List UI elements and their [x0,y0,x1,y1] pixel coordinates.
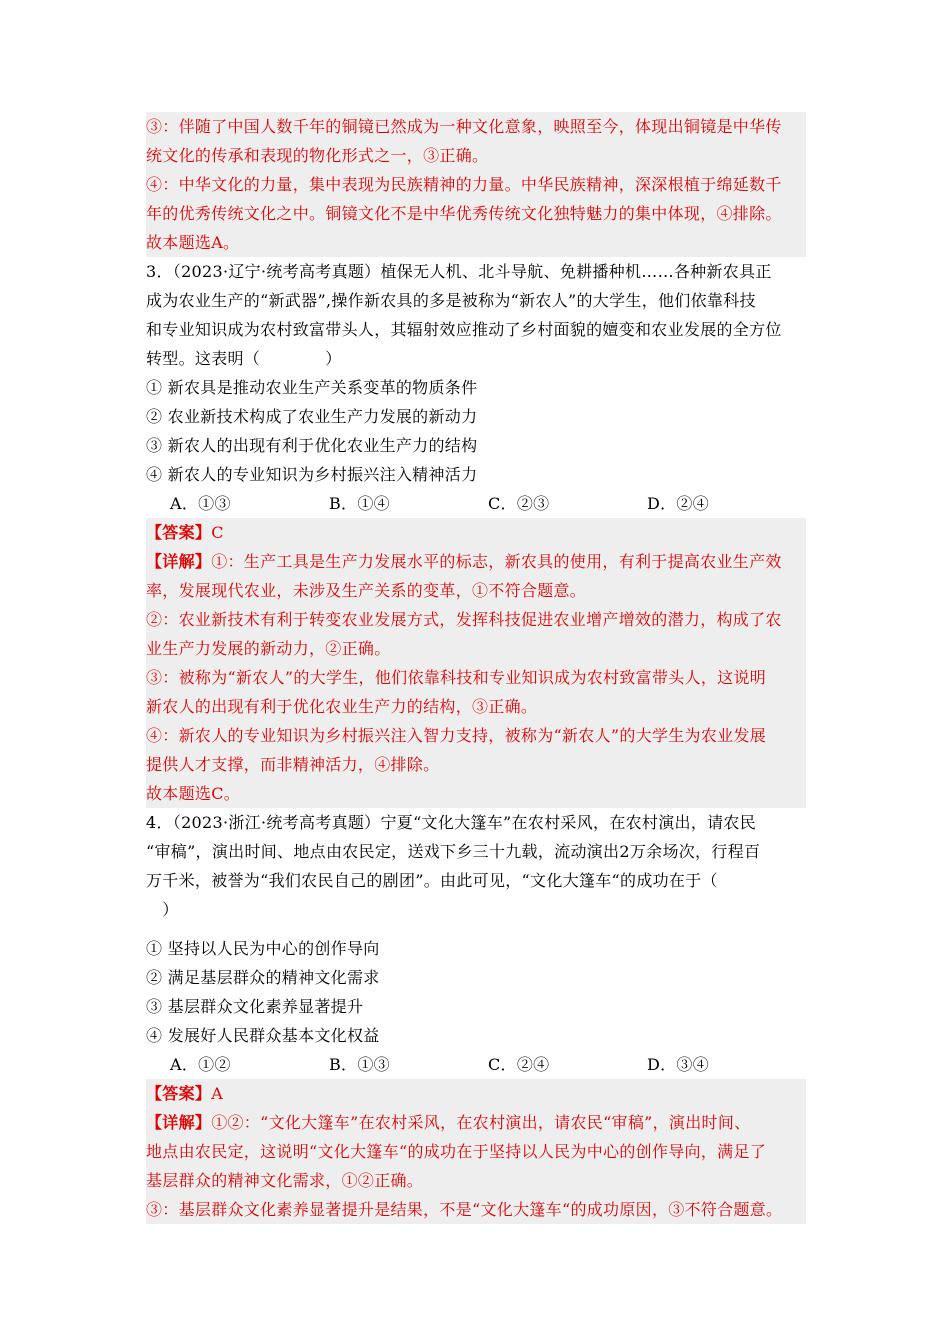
option-d: D．②④ [647,494,710,513]
detail-tag: 【详解】 [146,1113,212,1132]
detail-line: 业生产力发展的新动力，②正确。 [146,639,391,658]
question-4 [146,808,806,1224]
answer-value: A [211,1084,224,1103]
statement-item: ② 满足基层群众的精神文化需求 [146,968,380,987]
answer-block [146,518,806,808]
question-stem-line: 和专业知识成为农村致富带头人，其辐射效应推动了乡村面貌的嬗变和农业发展的全方位 [146,320,782,339]
option-c: C．②④ [488,1055,550,1074]
answer-line [146,518,806,547]
detail-line: ③：基层群众文化素养显著提升是结果，不是“文化大篷车“的成功原因，③不符合题意。 [146,1200,783,1219]
option-b: B．①③ [329,1055,390,1074]
explanation-line: 故本题选A。 [146,233,240,252]
detail-line: 提供人才支撑，而非精神活力，④排除。 [146,755,440,774]
spacer [146,924,806,934]
document-page [146,112,806,1224]
answer-line [146,1079,806,1108]
statement-item: ① 新农具是推动农业生产关系变革的物质条件 [146,378,478,397]
question-stem-line: ） [146,900,179,919]
option-c: C．②③ [488,494,550,513]
answer-tag: 【答案】 [146,1084,212,1103]
statement-item: ③ 基层群众文化素养显著提升 [146,997,364,1016]
question-3 [146,257,806,808]
answer-options [146,489,806,518]
option-a: A．①② [170,1055,231,1074]
explanation-line: 统文化的传承和表现的物化形式之一，③正确。 [146,146,489,165]
question-stem-line: 转型。这表明（ ） [146,349,342,368]
prev-explanation-block [146,112,806,257]
explanation-line: 年的优秀传统文化之中。铜镜文化不是中华优秀传统文化独特魅力的集中体现，④排除。 [146,204,782,223]
statement-item: ④ 发展好人民群众基本文化权益 [146,1026,380,1045]
option-a: A．①③ [170,494,231,513]
detail-text: ①②：“文化大篷车”在农村采风，在农村演出，请农民“审稿”，演出时间、 [211,1113,751,1132]
question-stem-line: 成为农业生产的“新武器”,操作新农具的多是被称为“新农人”的大学生，他们依靠科技 [146,291,756,310]
detail-text: ①：生产工具是生产力发展水平的标志，新农具的使用，有利于提高农业生产效 [211,552,782,571]
detail-line: 地点由农民定，这说明“文化大篷车“的成功在于坚持以人民为中心的创作导向，满足了 [146,1142,767,1161]
answer-value: C [211,523,224,542]
detail-line: 新农人的出现有利于优化农业生产力的结构，③正确。 [146,697,538,716]
option-d: D．③④ [647,1055,710,1074]
detail-line: 故本题选C。 [146,784,241,803]
detail-line: ②：农业新技术有利于转变农业发展方式，发挥科技促进农业增产增效的潜力，构成了农 [146,610,782,629]
detail-tag: 【详解】 [146,552,212,571]
explanation-line: ④：中华文化的力量，集中表现为民族精神的力量。中华民族精神，深深根植于绵延数千 [146,175,782,194]
question-stem-line: 4．（2023·浙江·统考高考真题）宁夏“文化大篷车”在农村采风，在农村演出，请农民 [146,813,757,832]
question-stem-line: 3．（2023·辽宁·统考高考真题）植保无人机、北斗导航、免耕播种机……各种新农具正 [146,262,772,281]
detail-line: 率，发展现代农业，未涉及生产关系的变革，①不符合题意。 [146,581,587,600]
question-stem-line: “审稿”，演出时间、地点由农民定，送戏下乡三十九载，流动演出2万余场次，行程百 [146,842,761,861]
detail-line: ③：被称为“新农人”的大学生，他们依靠科技和专业知识成为农村致富带头人，这说明 [146,668,767,687]
option-b: B．①④ [329,494,390,513]
answer-tag: 【答案】 [146,523,212,542]
statement-item: ④ 新农人的专业知识为乡村振兴注入精神活力 [146,465,478,484]
explanation-line: ③：伴随了中国人数千年的铜镜已然成为一种文化意象，映照至今，体现出铜镜是中华传 [146,117,782,136]
statement-item: ① 坚持以人民为中心的创作导向 [146,939,380,958]
question-stem-line: 万千米，被誉为“我们农民自己的剧团”。由此可见，“文化大篷车“的成功在于（ [146,871,718,890]
detail-line: ④：新农人的专业知识为乡村振兴注入智力支持，被称为“新农人”的大学生为农业发展 [146,726,767,745]
statement-item: ② 农业新技术构成了农业生产力发展的新动力 [146,407,478,426]
answer-block [146,1079,806,1224]
detail-line [146,1108,806,1137]
detail-line: 基层群众的精神文化需求，①②正确。 [146,1171,424,1190]
statement-item: ③ 新农人的出现有利于优化农业生产力的结构 [146,436,478,455]
detail-line [146,547,806,576]
answer-options [146,1050,806,1079]
